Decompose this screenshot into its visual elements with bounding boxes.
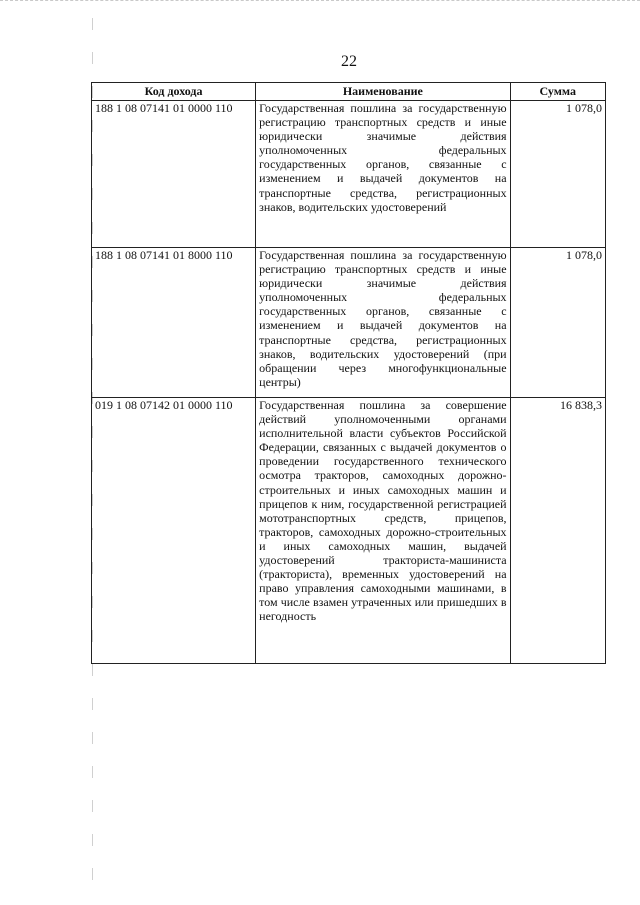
header-code: Код дохода (92, 83, 256, 101)
table-header-row (92, 83, 606, 101)
income-code: 188 1 08 07141 01 0000 110 (92, 101, 256, 248)
header-sum: Сумма (510, 83, 605, 101)
scan-top-edge (0, 0, 640, 3)
income-code: 019 1 08 07142 01 0000 110 (92, 398, 256, 664)
income-sum: 16 838,3 (510, 398, 605, 664)
income-code: 188 1 08 07141 01 8000 110 (92, 248, 256, 398)
revenue-table (91, 82, 606, 664)
income-name: Государственная пошлина за совершение действий уполномоченными органами исполнительной власти субъектов Российской Федерации, связанных с выдачей документов о проведении государственного технического осмотра тракторов, самоходных дорожно-строительных и иных самоходных машин и прицепов к ним, государственной регистрацией мототранспортных средств, прицепов, тракторов, самоходных дорожно-строительных и иных самоходных машин, выдачей удостоверений тракториста-машиниста (тракториста), временных удостоверений на право управления самоходными машинами, в том числе взамен утраченных или пришедших в негодность (256, 398, 510, 664)
income-sum: 1 078,0 (510, 101, 605, 248)
table-row (92, 398, 606, 664)
table-row (92, 248, 606, 398)
income-name: Государственная пошлина за государственную регистрацию транспортных средств и иные юридически значимые действия уполномоченных федеральных государственных органов, связанные с изменением и выдачей документов на транспортные средства, регистрационных знаков, водительских удостоверений (при обращении через многофункциональные центры) (256, 248, 510, 398)
income-sum: 1 078,0 (510, 248, 605, 398)
page-number: 22 (341, 53, 357, 70)
income-name: Государственная пошлина за государственную регистрацию транспортных средств и иные юридически значимые действия уполномоченных федеральных государственных органов, связанные с изменением и выдачей документов на транспортные средства, регистрационных знаков, водительских удостоверений (256, 101, 510, 248)
header-name: Наименование (256, 83, 510, 101)
table-row (92, 101, 606, 248)
